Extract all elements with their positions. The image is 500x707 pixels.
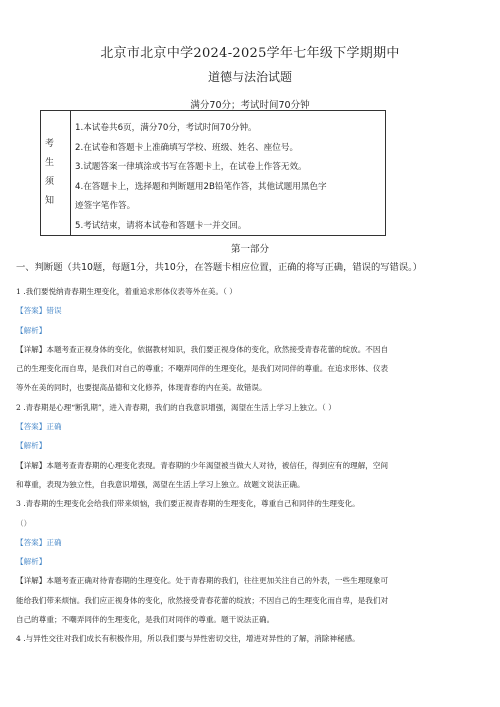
detail-line: 和尊重，表现为独立性，自我意识增强，渴望在生活上学习上独立。故题文说法正确。: [16, 479, 305, 489]
notice-items: [71, 111, 385, 235]
notice-item: 3.试题答案一律填涂或书写在答题卡上，在试卷上作答无效。: [75, 162, 307, 173]
detail-line: 等外在美的同时，也要提高品德和文化修养，体现青春的内在美。故错误。: [16, 383, 267, 393]
detail-line: 能给我们带来烦恼。我们应正视身体的变化，欣然接受青春花蕾的绽放；不因自己的生理变化而自卑，是我们对: [16, 595, 389, 605]
answer-label: 【答案】正确: [16, 422, 62, 432]
question-stem: 2 .青春期是心理“断乳期”，进入青春期，我们的自我意识增强，渴望在生活上学习上独立。（ ）: [16, 402, 336, 412]
score-time-line: 满分70分；考试时间70分钟: [190, 100, 310, 111]
analysis-label: 【解析】: [16, 441, 47, 451]
notice-item: 4.在答题卡上，选择题和判断题用2B铅笔作答，其他试题用黑色字: [75, 181, 327, 192]
question-stem: 4 .与异性交往对我们成长有积极作用，所以我们要与异性密切交往，增进对异性的了解，消除神秘感。: [16, 634, 360, 644]
detail-line: 【详解】本题考查青春期的心理变化表现。青春期的少年渴望被当做大人对待，被信任，得到应有的理解，空间: [16, 460, 389, 470]
notice-side-char: 生: [45, 158, 55, 168]
section-title: 一、判断题（共10题，每题1分，共10分，在答题卡相应位置，正确的将写正确，错误的写错误。）: [16, 262, 423, 273]
analysis-label: 【解析】: [16, 557, 47, 567]
detail-line: 己的生理变化而自卑，是我们对自己的尊重；不嘲弄同伴的生理变化，是我们对同伴的尊重。在追求形体、仪表: [16, 364, 389, 374]
answer-bracket: （）: [16, 518, 32, 528]
exam-title: 北京市北京中学2024-2025学年七年级下学期期中: [100, 46, 400, 61]
question-stem: 1 .我们要悦纳青春期生理变化，着重追求形体仪表等外在美。（ ）: [16, 287, 237, 296]
notice-side-char: 须: [45, 177, 55, 187]
notice-side-char: 考: [45, 139, 55, 149]
notice-item: 1.本试卷共6页，满分70分，考试时间70分钟。: [75, 123, 257, 133]
exam-subject: 道德与法治试题: [207, 70, 292, 84]
answer-label: 【答案】正确: [16, 537, 62, 547]
candidate-notice-box: [40, 110, 386, 236]
notice-side-label: [41, 111, 71, 235]
question-content: [16, 282, 486, 649]
question-stem: 3 .青春期的生理变化会给我们带来烦恼，我们要正视青春期的生理变化，尊重自己和同伴的生理变化。: [16, 499, 360, 509]
detail-line: 自己的尊重；不嘲弄同伴的生理变化，是我们对同伴的尊重。题干说法正确。: [16, 615, 275, 625]
answer-label: 【答案】错误: [16, 306, 62, 316]
notice-item: 迹签字笔作答。: [75, 201, 136, 212]
part-title: 第一部分: [230, 244, 269, 255]
detail-line: 【详解】本题考查正视身体的变化，依据教材知识，我们要正视身体的变化，欣然接受青春花蕾的绽放。不因自: [16, 344, 389, 354]
notice-item: 2.在试卷和答题卡上准确填写学校、班级、姓名、座位号。: [75, 142, 299, 153]
notice-side-char: 知: [45, 196, 55, 206]
notice-item: 5.考试结束，请将本试卷和答题卡一并交回。: [75, 220, 247, 231]
analysis-label: 【解析】: [16, 325, 47, 335]
detail-line: 【详解】本题考查正确对待青春期的生理变化。处于青春期的我们，往往更加关注自己的外表，一些生理现象可: [16, 576, 389, 586]
